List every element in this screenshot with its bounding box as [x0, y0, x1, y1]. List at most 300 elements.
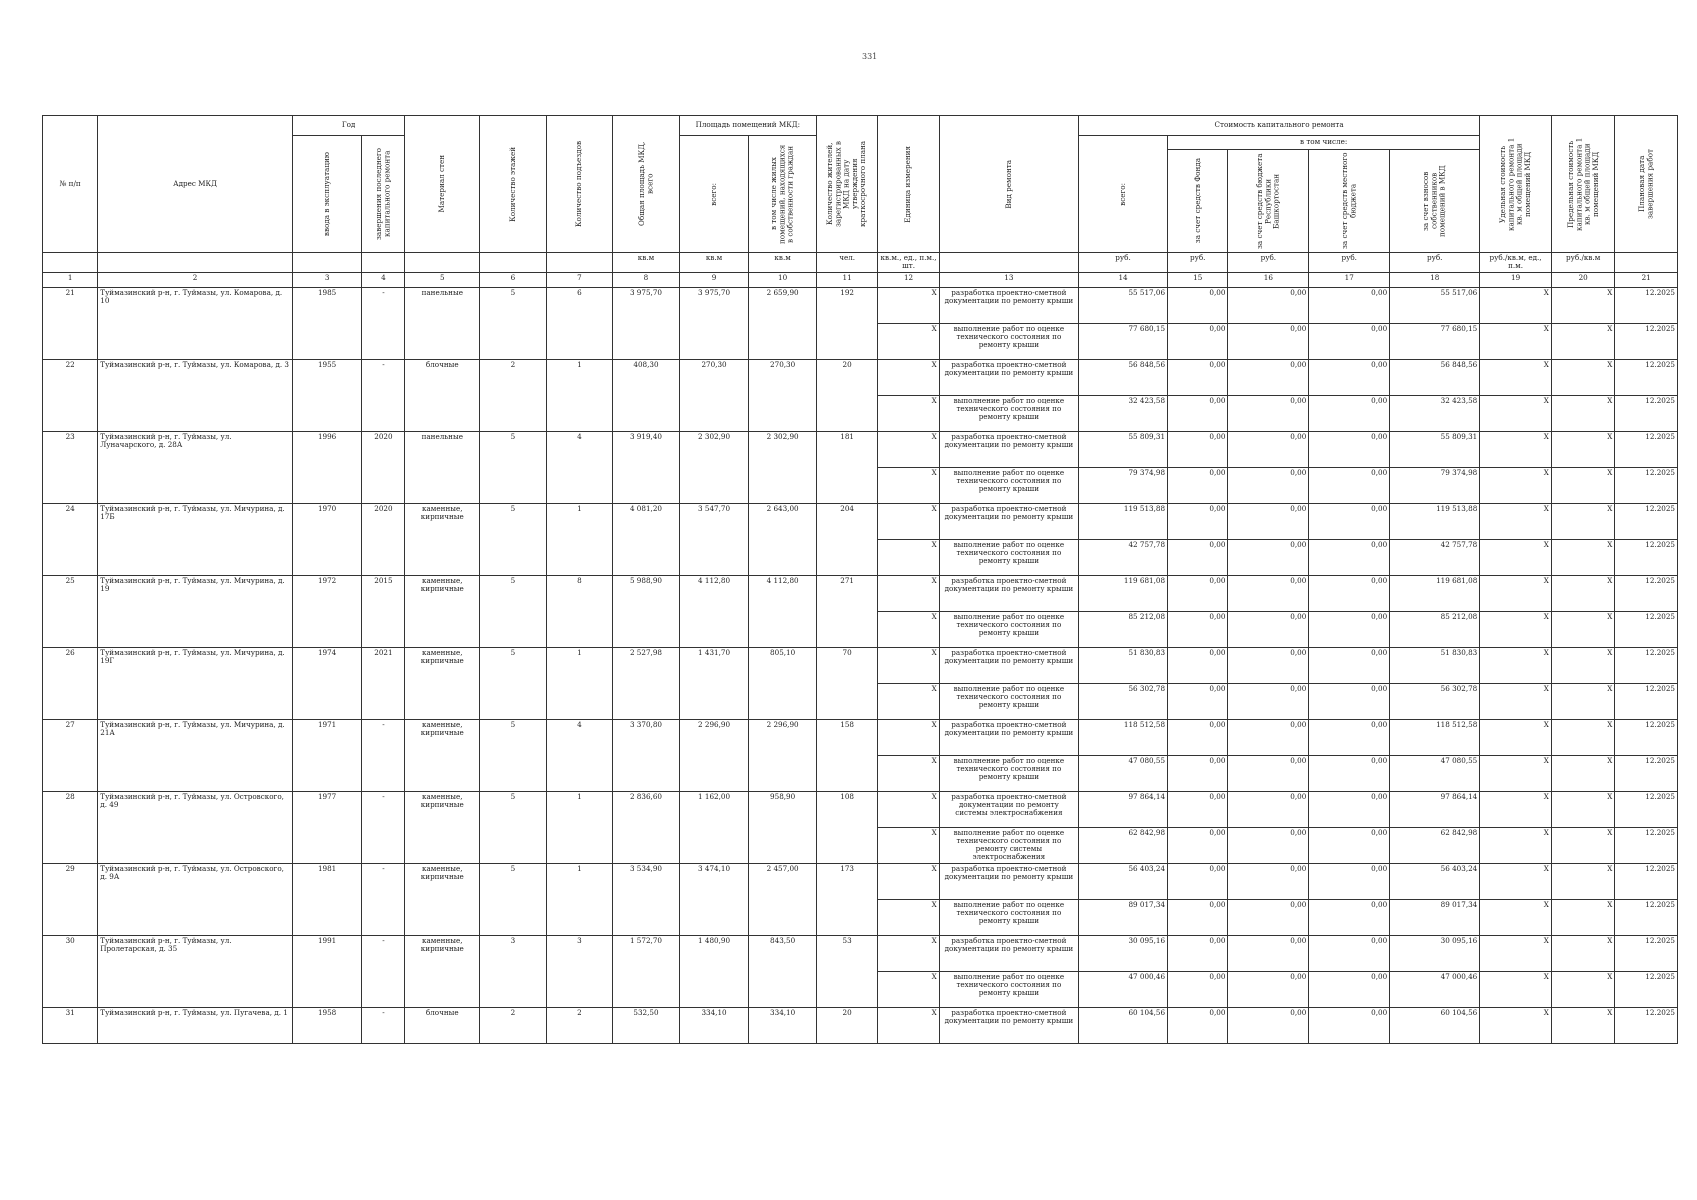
column-index-cell: 12 — [878, 272, 939, 287]
planned-date-cell: 12.2025 — [1615, 647, 1678, 683]
column-index-cell: 21 — [1615, 272, 1678, 287]
fund-cell: 0,00 — [1168, 611, 1228, 647]
republic-budget-cell: 0,00 — [1228, 431, 1309, 467]
column-index-cell: 16 — [1228, 272, 1309, 287]
limit-cost-cell: X — [1551, 647, 1614, 683]
year-last-repair-cell: - — [362, 863, 405, 935]
limit-cost-cell: X — [1551, 323, 1614, 359]
planned-date-cell: 12.2025 — [1615, 683, 1678, 719]
entrances-cell: 1 — [546, 791, 613, 863]
residents-cell: 181 — [816, 431, 877, 503]
row-number: 25 — [43, 575, 98, 647]
repair-type-cell: выполнение работ по оценке технического состояния по ремонту крыши — [939, 755, 1078, 791]
measure-unit-cell: X — [878, 863, 939, 899]
unit-cost-cell: X — [1480, 395, 1552, 431]
local-budget-cell: 0,00 — [1309, 719, 1390, 755]
local-budget-cell: 0,00 — [1309, 539, 1390, 575]
unit-cost-cell: X — [1480, 683, 1552, 719]
limit-cost-cell: X — [1551, 287, 1614, 323]
measure-unit-cell: X — [878, 359, 939, 395]
wall-material-cell: каменные, кирпичные — [405, 863, 480, 935]
year-last-repair-cell: - — [362, 287, 405, 359]
unit-cost-cell: X — [1480, 287, 1552, 323]
measure-unit-cell: X — [878, 719, 939, 755]
local-budget-cell: 0,00 — [1309, 935, 1390, 971]
owners-cell: 85 212,08 — [1390, 611, 1480, 647]
owned-area-cell: 4 112,80 — [749, 575, 817, 647]
measure-unit-cell: X — [878, 503, 939, 539]
row-number: 24 — [43, 503, 98, 575]
republic-budget-cell: 0,00 — [1228, 359, 1309, 395]
owners-cell: 55 809,31 — [1390, 431, 1480, 467]
fund-cell: 0,00 — [1168, 359, 1228, 395]
year-last-repair-cell: 2015 — [362, 575, 405, 647]
cost-total-cell: 32 423,58 — [1078, 395, 1167, 431]
owners-cell: 56 848,56 — [1390, 359, 1480, 395]
measure-unit-cell: X — [878, 755, 939, 791]
unit-cell: руб./кв.м, ед., п.м. — [1480, 253, 1552, 273]
planned-date-cell: 12.2025 — [1615, 899, 1678, 935]
entrances-cell: 1 — [546, 503, 613, 575]
floors-cell: 2 — [480, 359, 547, 431]
row-number: 27 — [43, 719, 98, 791]
premises-area-cell: 4 112,80 — [679, 575, 749, 647]
unit-cell: чел. — [816, 253, 877, 273]
owners-cell: 77 680,15 — [1390, 323, 1480, 359]
planned-date-cell: 12.2025 — [1615, 323, 1678, 359]
fund-cell: 0,00 — [1168, 539, 1228, 575]
address-cell: Туймазинский р-н, г. Туймазы, ул. Пролетарская, д. 35 — [98, 935, 293, 1007]
wall-material-cell: панельные — [405, 431, 480, 503]
address-cell: Туймазинский р-н, г. Туймазы, ул. Островского, д. 9А — [98, 863, 293, 935]
year-commission-cell: 1971 — [292, 719, 362, 791]
planned-date-cell: 12.2025 — [1615, 503, 1678, 539]
local-budget-cell: 0,00 — [1309, 431, 1390, 467]
measure-unit-cell: X — [878, 395, 939, 431]
residents-cell: 173 — [816, 863, 877, 935]
owners-cell: 79 374,98 — [1390, 467, 1480, 503]
owned-area-cell: 2 296,90 — [749, 719, 817, 791]
repair-type-cell: разработка проектно-сметной документации по ремонту крыши — [939, 431, 1078, 467]
unit-cost-cell: X — [1480, 755, 1552, 791]
row-number: 22 — [43, 359, 98, 431]
header-wall-material: Материал стен — [405, 116, 480, 253]
planned-date-cell: 12.2025 — [1615, 575, 1678, 611]
table-row — [43, 935, 1678, 971]
repair-type-cell: выполнение работ по оценке технического состояния по ремонту крыши — [939, 611, 1078, 647]
address-cell: Туймазинский р-н, г. Туймазы, ул. Комарова, д. 10 — [98, 287, 293, 359]
planned-date-cell: 12.2025 — [1615, 431, 1678, 467]
fund-cell: 0,00 — [1168, 323, 1228, 359]
republic-budget-cell: 0,00 — [1228, 971, 1309, 1007]
local-budget-cell: 0,00 — [1309, 683, 1390, 719]
owners-cell: 89 017,34 — [1390, 899, 1480, 935]
units-row — [43, 253, 1678, 273]
fund-cell: 0,00 — [1168, 647, 1228, 683]
owned-area-cell: 270,30 — [749, 359, 817, 431]
fund-cell: 0,00 — [1168, 827, 1228, 863]
cost-total-cell: 51 830,83 — [1078, 647, 1167, 683]
table-row — [43, 503, 1678, 539]
wall-material-cell: блочные — [405, 1007, 480, 1043]
row-number: 28 — [43, 791, 98, 863]
owners-cell: 55 517,06 — [1390, 287, 1480, 323]
residents-cell: 271 — [816, 575, 877, 647]
header-address: Адрес МКД — [98, 116, 293, 253]
planned-date-cell: 12.2025 — [1615, 863, 1678, 899]
repair-type-cell: разработка проектно-сметной документации по ремонту крыши — [939, 719, 1078, 755]
entrances-cell: 1 — [546, 647, 613, 719]
entrances-cell: 3 — [546, 935, 613, 1007]
header-planned-date: Плановая дата завершения работ — [1615, 116, 1678, 253]
owned-area-cell: 805,10 — [749, 647, 817, 719]
fund-cell: 0,00 — [1168, 575, 1228, 611]
fund-cell: 0,00 — [1168, 683, 1228, 719]
planned-date-cell: 12.2025 — [1615, 467, 1678, 503]
floors-cell: 5 — [480, 575, 547, 647]
owned-area-cell: 958,90 — [749, 791, 817, 863]
floors-cell: 5 — [480, 503, 547, 575]
header-year-last-repair: завершения последнего капитального ремонта — [362, 136, 405, 253]
unit-cost-cell: X — [1480, 935, 1552, 971]
year-commission-cell: 1991 — [292, 935, 362, 1007]
planned-date-cell: 12.2025 — [1615, 719, 1678, 755]
repair-type-cell: выполнение работ по оценке технического состояния по ремонту крыши — [939, 467, 1078, 503]
header-num: № п/п — [43, 116, 98, 253]
unit-cell — [546, 253, 613, 273]
residents-cell: 20 — [816, 359, 877, 431]
entrances-cell: 2 — [546, 1007, 613, 1043]
fund-cell: 0,00 — [1168, 791, 1228, 827]
year-commission-cell: 1974 — [292, 647, 362, 719]
local-budget-cell: 0,00 — [1309, 1007, 1390, 1043]
cost-total-cell: 60 104,56 — [1078, 1007, 1167, 1043]
year-commission-cell: 1955 — [292, 359, 362, 431]
local-budget-cell: 0,00 — [1309, 755, 1390, 791]
column-index-cell: 20 — [1551, 272, 1614, 287]
header-area-owned: в том числе жилых помещений, находящихся в собственности граждан — [749, 136, 817, 253]
floors-cell: 5 — [480, 791, 547, 863]
premises-area-cell: 1 480,90 — [679, 935, 749, 1007]
total-area-cell: 2 836,60 — [613, 791, 680, 863]
header-cost: Стоимость капитального ремонта — [1078, 116, 1479, 136]
local-budget-cell: 0,00 — [1309, 395, 1390, 431]
fund-cell: 0,00 — [1168, 431, 1228, 467]
unit-cell: руб. — [1078, 253, 1167, 273]
unit-cost-cell: X — [1480, 467, 1552, 503]
local-budget-cell: 0,00 — [1309, 827, 1390, 863]
unit-cost-cell: X — [1480, 1007, 1552, 1043]
fund-cell: 0,00 — [1168, 971, 1228, 1007]
column-index-cell: 17 — [1309, 272, 1390, 287]
repair-type-cell: выполнение работ по оценке технического состояния по ремонту крыши — [939, 899, 1078, 935]
owned-area-cell: 2 457,00 — [749, 863, 817, 935]
measure-unit-cell: X — [878, 323, 939, 359]
repair-type-cell: разработка проектно-сметной документации по ремонту крыши — [939, 287, 1078, 323]
column-index-cell: 19 — [1480, 272, 1552, 287]
total-area-cell: 3 975,70 — [613, 287, 680, 359]
republic-budget-cell: 0,00 — [1228, 611, 1309, 647]
republic-budget-cell: 0,00 — [1228, 1007, 1309, 1043]
year-commission-cell: 1981 — [292, 863, 362, 935]
republic-budget-cell: 0,00 — [1228, 323, 1309, 359]
repair-type-cell: разработка проектно-сметной документации по ремонту системы электроснабжения — [939, 791, 1078, 827]
header-area-all: всего: — [679, 136, 749, 253]
cost-total-cell: 119 681,08 — [1078, 575, 1167, 611]
total-area-cell: 3 919,40 — [613, 431, 680, 503]
column-index-row — [43, 272, 1678, 287]
total-area-cell: 3 370,80 — [613, 719, 680, 791]
fund-cell: 0,00 — [1168, 1007, 1228, 1043]
planned-date-cell: 12.2025 — [1615, 287, 1678, 323]
limit-cost-cell: X — [1551, 791, 1614, 827]
year-last-repair-cell: - — [362, 719, 405, 791]
local-budget-cell: 0,00 — [1309, 287, 1390, 323]
year-commission-cell: 1996 — [292, 431, 362, 503]
repair-type-cell: разработка проектно-сметной документации по ремонту крыши — [939, 359, 1078, 395]
unit-cell: руб. — [1168, 253, 1228, 273]
premises-area-cell: 1 431,70 — [679, 647, 749, 719]
repair-type-cell: разработка проектно-сметной документации по ремонту крыши — [939, 575, 1078, 611]
entrances-cell: 1 — [546, 863, 613, 935]
repair-type-cell: выполнение работ по оценке технического состояния по ремонту крыши — [939, 539, 1078, 575]
premises-area-cell: 2 302,90 — [679, 431, 749, 503]
row-number: 29 — [43, 863, 98, 935]
total-area-cell: 2 527,98 — [613, 647, 680, 719]
planned-date-cell: 12.2025 — [1615, 539, 1678, 575]
republic-budget-cell: 0,00 — [1228, 755, 1309, 791]
year-last-repair-cell: - — [362, 935, 405, 1007]
entrances-cell: 6 — [546, 287, 613, 359]
unit-cost-cell: X — [1480, 791, 1552, 827]
republic-budget-cell: 0,00 — [1228, 287, 1309, 323]
entrances-cell: 8 — [546, 575, 613, 647]
column-index-cell: 5 — [405, 272, 480, 287]
unit-cost-cell: X — [1480, 431, 1552, 467]
header-year-commission: ввода в эксплуатацию — [292, 136, 362, 253]
local-budget-cell: 0,00 — [1309, 467, 1390, 503]
limit-cost-cell: X — [1551, 935, 1614, 971]
header-premises-area: Площадь помещений МКД: — [679, 116, 816, 136]
unit-cost-cell: X — [1480, 899, 1552, 935]
repair-type-cell: разработка проектно-сметной документации по ремонту крыши — [939, 935, 1078, 971]
year-last-repair-cell: 2021 — [362, 647, 405, 719]
total-area-cell: 532,50 — [613, 1007, 680, 1043]
unit-cell: кв.м — [749, 253, 817, 273]
unit-cost-cell: X — [1480, 827, 1552, 863]
unit-cell — [480, 253, 547, 273]
column-index-cell: 8 — [613, 272, 680, 287]
page-number: 331 — [862, 52, 878, 61]
table-row — [43, 647, 1678, 683]
wall-material-cell: панельные — [405, 287, 480, 359]
fund-cell: 0,00 — [1168, 395, 1228, 431]
premises-area-cell: 1 162,00 — [679, 791, 749, 863]
measure-unit-cell: X — [878, 431, 939, 467]
republic-budget-cell: 0,00 — [1228, 935, 1309, 971]
owned-area-cell: 2 302,90 — [749, 431, 817, 503]
table-row — [43, 359, 1678, 395]
cost-total-cell: 55 517,06 — [1078, 287, 1167, 323]
capital-repair-table — [42, 115, 1678, 1044]
column-index-cell: 18 — [1390, 272, 1480, 287]
address-cell: Туймазинский р-н, г. Туймазы, ул. Мичурина, д. 19Г — [98, 647, 293, 719]
unit-cell — [1615, 253, 1678, 273]
local-budget-cell: 0,00 — [1309, 647, 1390, 683]
planned-date-cell: 12.2025 — [1615, 791, 1678, 827]
unit-cell: руб./кв.м — [1551, 253, 1614, 273]
unit-cost-cell: X — [1480, 359, 1552, 395]
premises-area-cell: 334,10 — [679, 1007, 749, 1043]
header-floors: Количество этажей — [480, 116, 547, 253]
header-fund: за счет средств Фонда — [1168, 150, 1228, 253]
premises-area-cell: 2 296,90 — [679, 719, 749, 791]
republic-budget-cell: 0,00 — [1228, 467, 1309, 503]
cost-total-cell: 97 864,14 — [1078, 791, 1167, 827]
unit-cost-cell: X — [1480, 971, 1552, 1007]
owners-cell: 119 681,08 — [1390, 575, 1480, 611]
limit-cost-cell: X — [1551, 899, 1614, 935]
residents-cell: 158 — [816, 719, 877, 791]
measure-unit-cell: X — [878, 647, 939, 683]
header-measure-unit: Единица измерения — [878, 116, 939, 253]
limit-cost-cell: X — [1551, 971, 1614, 1007]
address-cell: Туймазинский р-н, г. Туймазы, ул. Комарова, д. 3 — [98, 359, 293, 431]
address-cell: Туймазинский р-н, г. Туймазы, ул. Мичурина, д. 21А — [98, 719, 293, 791]
residents-cell: 53 — [816, 935, 877, 1007]
table-row — [43, 1007, 1678, 1043]
wall-material-cell: каменные, кирпичные — [405, 647, 480, 719]
measure-unit-cell: X — [878, 827, 939, 863]
floors-cell: 2 — [480, 1007, 547, 1043]
residents-cell: 204 — [816, 503, 877, 575]
limit-cost-cell: X — [1551, 827, 1614, 863]
column-index-cell: 7 — [546, 272, 613, 287]
republic-budget-cell: 0,00 — [1228, 791, 1309, 827]
limit-cost-cell: X — [1551, 539, 1614, 575]
row-number: 31 — [43, 1007, 98, 1043]
owned-area-cell: 843,50 — [749, 935, 817, 1007]
floors-cell: 3 — [480, 935, 547, 1007]
unit-cell: кв.м., ед., п.м., шт. — [878, 253, 939, 273]
cost-total-cell: 119 513,88 — [1078, 503, 1167, 539]
cost-total-cell: 85 212,08 — [1078, 611, 1167, 647]
measure-unit-cell: X — [878, 287, 939, 323]
column-index-cell: 3 — [292, 272, 362, 287]
premises-area-cell: 270,30 — [679, 359, 749, 431]
planned-date-cell: 12.2025 — [1615, 755, 1678, 791]
residents-cell: 192 — [816, 287, 877, 359]
measure-unit-cell: X — [878, 467, 939, 503]
limit-cost-cell: X — [1551, 863, 1614, 899]
local-budget-cell: 0,00 — [1309, 863, 1390, 899]
unit-cell: руб. — [1390, 253, 1480, 273]
owned-area-cell: 2 643,00 — [749, 503, 817, 575]
premises-area-cell: 3 474,10 — [679, 863, 749, 935]
owned-area-cell: 2 659,90 — [749, 287, 817, 359]
unit-cell: руб. — [1309, 253, 1390, 273]
republic-budget-cell: 0,00 — [1228, 575, 1309, 611]
header-owners: за счет взносов собственников помещений в МКД — [1390, 150, 1480, 253]
repair-type-cell: выполнение работ по оценке технического состояния по ремонту системы электроснабжения — [939, 827, 1078, 863]
repair-type-cell: выполнение работ по оценке технического состояния по ремонту крыши — [939, 395, 1078, 431]
cost-total-cell: 56 848,56 — [1078, 359, 1167, 395]
year-commission-cell: 1972 — [292, 575, 362, 647]
floors-cell: 5 — [480, 287, 547, 359]
unit-cost-cell: X — [1480, 647, 1552, 683]
column-index-cell: 6 — [480, 272, 547, 287]
table-row — [43, 719, 1678, 755]
wall-material-cell: каменные, кирпичные — [405, 575, 480, 647]
local-budget-cell: 0,00 — [1309, 503, 1390, 539]
fund-cell: 0,00 — [1168, 935, 1228, 971]
local-budget-cell: 0,00 — [1309, 791, 1390, 827]
limit-cost-cell: X — [1551, 719, 1614, 755]
year-last-repair-cell: - — [362, 359, 405, 431]
unit-cell: руб. — [1228, 253, 1309, 273]
owners-cell: 42 757,78 — [1390, 539, 1480, 575]
total-area-cell: 3 534,90 — [613, 863, 680, 935]
unit-cell — [98, 253, 293, 273]
unit-cell — [292, 253, 362, 273]
unit-cost-cell: X — [1480, 323, 1552, 359]
column-index-cell: 13 — [939, 272, 1078, 287]
measure-unit-cell: X — [878, 899, 939, 935]
local-budget-cell: 0,00 — [1309, 323, 1390, 359]
owners-cell: 56 302,78 — [1390, 683, 1480, 719]
total-area-cell: 5 988,90 — [613, 575, 680, 647]
owners-cell: 47 000,46 — [1390, 971, 1480, 1007]
wall-material-cell: каменные, кирпичные — [405, 791, 480, 863]
floors-cell: 5 — [480, 431, 547, 503]
planned-date-cell: 12.2025 — [1615, 935, 1678, 971]
measure-unit-cell: X — [878, 539, 939, 575]
repair-type-cell: разработка проектно-сметной документации по ремонту крыши — [939, 863, 1078, 899]
republic-budget-cell: 0,00 — [1228, 899, 1309, 935]
fund-cell: 0,00 — [1168, 863, 1228, 899]
wall-material-cell: блочные — [405, 359, 480, 431]
total-area-cell: 408,30 — [613, 359, 680, 431]
year-last-repair-cell: 2020 — [362, 431, 405, 503]
republic-budget-cell: 0,00 — [1228, 719, 1309, 755]
row-number: 30 — [43, 935, 98, 1007]
cost-total-cell: 118 512,58 — [1078, 719, 1167, 755]
fund-cell: 0,00 — [1168, 755, 1228, 791]
year-commission-cell: 1985 — [292, 287, 362, 359]
planned-date-cell: 12.2025 — [1615, 395, 1678, 431]
fund-cell: 0,00 — [1168, 899, 1228, 935]
planned-date-cell: 12.2025 — [1615, 827, 1678, 863]
floors-cell: 5 — [480, 719, 547, 791]
planned-date-cell: 12.2025 — [1615, 1007, 1678, 1043]
repair-type-cell: выполнение работ по оценке технического состояния по ремонту крыши — [939, 683, 1078, 719]
limit-cost-cell: X — [1551, 1007, 1614, 1043]
fund-cell: 0,00 — [1168, 287, 1228, 323]
republic-budget-cell: 0,00 — [1228, 539, 1309, 575]
table-row — [43, 863, 1678, 899]
measure-unit-cell: X — [878, 1007, 939, 1043]
premises-area-cell: 3 975,70 — [679, 287, 749, 359]
header-total-area: Общая площадь МКД, всего — [613, 116, 680, 253]
republic-budget-cell: 0,00 — [1228, 647, 1309, 683]
column-index-cell: 4 — [362, 272, 405, 287]
entrances-cell: 1 — [546, 359, 613, 431]
unit-cell — [362, 253, 405, 273]
planned-date-cell: 12.2025 — [1615, 359, 1678, 395]
cost-total-cell: 89 017,34 — [1078, 899, 1167, 935]
owners-cell: 97 864,14 — [1390, 791, 1480, 827]
fund-cell: 0,00 — [1168, 719, 1228, 755]
